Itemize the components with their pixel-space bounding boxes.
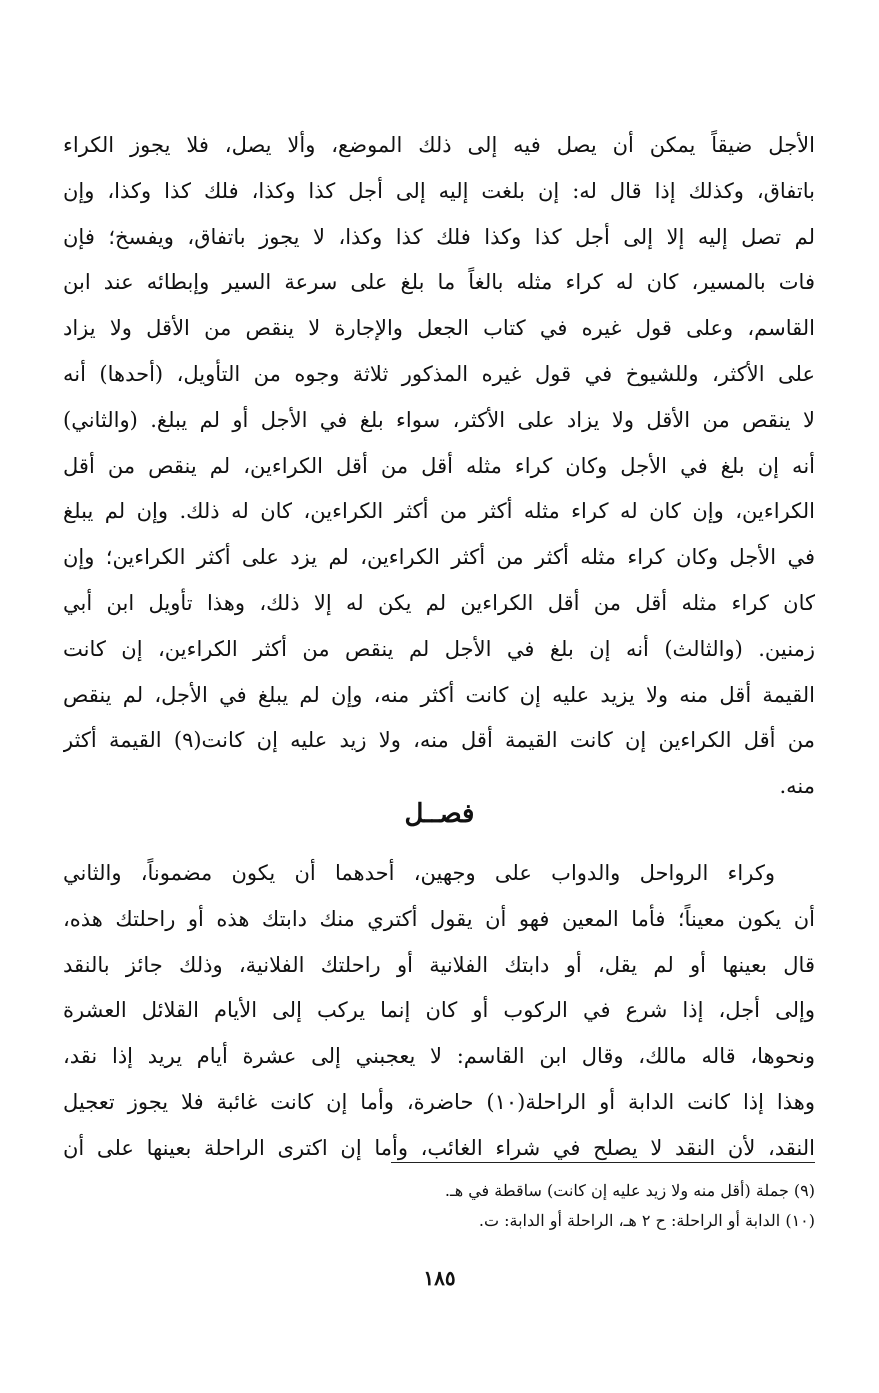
section-heading: فصــل — [404, 799, 475, 829]
text-line: فات بالمسير، كان له كراء مثله بالغاً ما بلغ على سرعة السير وإبطائه عند ابن — [63, 270, 815, 295]
text-line: في الأجل وكان كراء مثله أكثر من أكثر الكراءين، لم يزد على أكثر الكراءين؛ وإن — [63, 545, 815, 570]
text-line: أن يكون معيناً؛ فأما المعين فهو أن يقول أكتري منك دابتك هذه أو راحلتك هذه، — [63, 906, 815, 931]
text-line: منه. — [779, 774, 815, 799]
footnote: (٩) جملة (أقل منه ولا زيد عليه إن كانت) ساقطة في هـ. — [444, 1181, 815, 1200]
text-line: وكراء الرواحل والدواب على وجهين، أحدهما أن يكون مضموناً، والثاني — [63, 861, 775, 885]
page-number: ١٨٥ — [423, 1266, 456, 1290]
footnotes — [63, 1176, 815, 1236]
text-line: القاسم، وعلى قول غيره في كتاب الجعل والإجارة لا ينقص من الأقل ولا يزاد — [63, 316, 815, 341]
paragraph-2 — [63, 851, 815, 1172]
footnote: (١٠) الدابة أو الراحلة: ح ٢ هـ، الراحلة أو الدابة: ت. — [478, 1211, 815, 1230]
text-line: كان كراء مثله أقل من أقل الكراءين لم يكن له إلا ذلك، وهذا تأويل ابن أبي — [63, 590, 815, 615]
text-line: الكراءين، وإن كان له كراء مثله أكثر من أكثر الكراءين، كان له ذلك. وإن لم يبلغ — [63, 499, 815, 524]
text-line: لا ينقص من الأقل ولا يزاد على الأكثر، سواء بلغ في الأجل أو لم يبلغ. (والثاني) — [63, 407, 815, 432]
footnote-divider — [391, 1162, 815, 1163]
text-line: من أقل الكراءين إن كانت القيمة أقل منه، ولا زيد عليه إن كانت(٩) القيمة أكثر — [63, 728, 815, 753]
text-line: زمنين. (والثالث) أنه إن بلغ في الأجل لم ينقص من أكثر الكراءين، إن كانت — [63, 636, 815, 661]
paragraph-1 — [63, 123, 815, 810]
text-line: وإلى أجل، إذا شرع في الركوب أو كان إنما يركب إلى الأيام القلائل العشرة — [63, 998, 815, 1023]
text-line: لم تصل إليه إلا إلى أجل كذا وكذا فلك كذا وكذا، لا يجوز باتفاق، ويفسخ؛ فإن — [63, 224, 815, 249]
text-line: باتفاق، وكذلك إذا قال له: إن بلغت إليه إلى أجل كذا وكذا، فلك كذا وكذا، وإن — [63, 178, 815, 203]
text-line: النقد، لأن النقد لا يصلح في شراء الغائب، وأما إن اكترى الراحلة بعينها على أن — [63, 1135, 815, 1160]
text-line: قال بعينها أو لم يقل، أو دابتك الفلانية أو راحلتك الفلانية، وذلك جائز بالنقد — [63, 952, 815, 977]
text-line: ونحوها، قاله مالك، وقال ابن القاسم: لا يعجبني إلى عشرة أيام يريد إذا نقد، — [63, 1044, 815, 1069]
text-line: على الأكثر، وللشيوخ في قول غيره المذكور ثلاثة وجوه من التأويل، (أحدها) أنه — [63, 361, 815, 386]
text-line: وهذا إذا كانت الدابة أو الراحلة(١٠) حاضرة، وأما إن كانت غائبة فلا يجوز تعجيل — [63, 1089, 815, 1114]
text-line: أنه إن بلغ في الأجل وكان كراء مثله أقل من أقل الكراءين، لم ينقص من أقل — [63, 453, 815, 478]
text-line: الأجل ضيقاً يمكن أن يصل فيه إلى ذلك الموضع، وألا يصل، فلا يجوز الكراء — [63, 133, 815, 157]
text-line: القيمة أقل منه ولا يزيد عليه إن كانت أكثر منه، وإن لم يبلغ في الأجل، لم ينقص — [63, 682, 815, 707]
